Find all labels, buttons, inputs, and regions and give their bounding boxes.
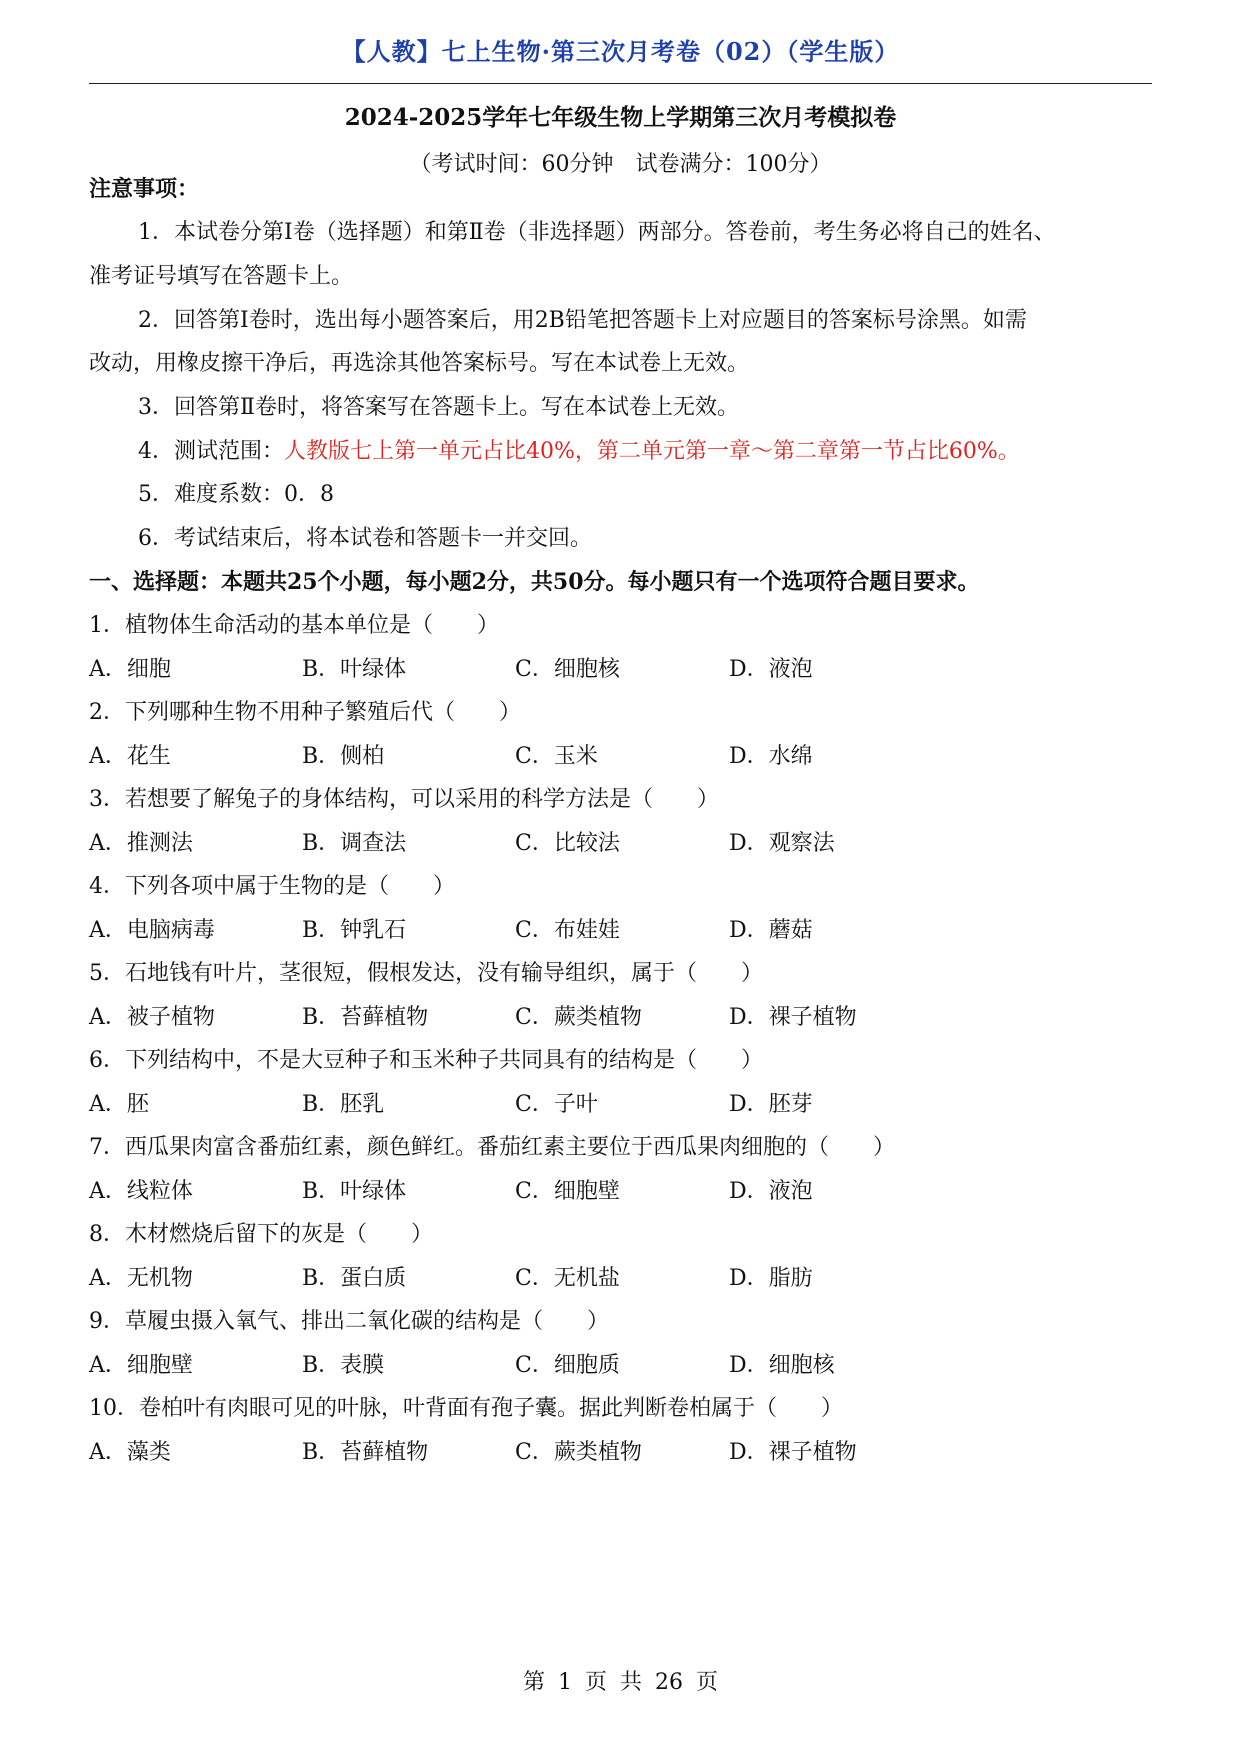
question-option: C．细胞核 [515,657,620,682]
question-option: A．推测法 [89,831,193,856]
question-option: C．子叶 [515,1092,598,1117]
question-option: D．蘑菇 [729,918,813,943]
section-heading: 一、选择题：本题共25个小题，每小题2分，共50分。每小题只有一个选项符合题目要求。 [89,569,980,595]
question-stem: 5．石地钱有叶片，茎很短，假根发达，没有输导组织，属于（ ） [89,961,763,986]
note-6: 6．考试结束后，将本试卷和答题卡一并交回。 [138,526,592,551]
question-option: B．蛋白质 [302,1266,407,1291]
question-stem: 1．植物体生命活动的基本单位是（ ） [89,613,499,638]
question-stem: 9．草履虫摄入氧气、排出二氧化碳的结构是（ ） [89,1309,609,1334]
question-option: A．藻类 [89,1440,171,1465]
question-option: A．细胞 [89,657,171,682]
question-option: B．钟乳石 [302,918,407,943]
question-option: D．裸子植物 [729,1005,857,1030]
question-option: C．蕨类植物 [515,1005,642,1030]
question-option: C．细胞质 [515,1353,620,1378]
question-option: A．花生 [89,744,171,769]
question-option: D．裸子植物 [729,1440,857,1465]
question-option: A．线粒体 [89,1179,193,1204]
question-option: A．细胞壁 [89,1353,193,1378]
header-divider [89,83,1152,84]
question-stem: 7．西瓜果肉富含番茄红素，颜色鲜红。番茄红素主要位于西瓜果肉细胞的（ ） [89,1135,895,1160]
page-footer: 第 1 页 共 26 页 [523,1670,718,1695]
question-option: C．布娃娃 [515,918,620,943]
question-option: D．水绵 [729,744,813,769]
question-option: A．无机物 [89,1266,193,1291]
note-1-line-1: 1．本试卷分第Ⅰ卷（选择题）和第Ⅱ卷（非选择题）两部分。答卷前，考生务必将自己的姓名、 [138,220,1056,245]
question-option: A．胚 [89,1092,149,1117]
note-2-line-1: 2．回答第Ⅰ卷时，选出每小题答案后，用2B铅笔把答题卡上对应题目的答案标号涂黑。如需 [138,308,1027,333]
question-stem: 6．下列结构中，不是大豆种子和玉米种子共同具有的结构是（ ） [89,1048,763,1073]
note-4-prefix: 4．测试范围： [138,439,284,464]
question-option: B．胚乳 [302,1092,385,1117]
question-option: C．无机盐 [515,1266,620,1291]
question-option: A．被子植物 [89,1005,215,1030]
question-option: C．蕨类植物 [515,1440,642,1465]
note-1-line-2: 准考证号填写在答题卡上。 [89,264,354,289]
question-stem: 8．木材燃烧后留下的灰是（ ） [89,1222,433,1247]
note-2-line-2: 改动，用橡皮擦干净后，再选涂其他答案标号。写在本试卷上无效。 [89,351,750,376]
question-stem: 4．下列各项中属于生物的是（ ） [89,874,455,899]
question-option: B．侧柏 [302,744,385,769]
question-option: D．脂肪 [729,1266,813,1291]
question-option: B．表膜 [302,1353,385,1378]
question-option: D．液泡 [729,657,813,682]
question-option: B．叶绿体 [302,657,407,682]
exam-title: 2024-2025学年七年级生物上学期第三次月考模拟卷 [344,104,897,131]
note-3: 3．回答第Ⅱ卷时，将答案写在答题卡上。写在本试卷上无效。 [138,395,739,420]
notes-heading: 注意事项： [89,176,200,202]
question-stem: 10．卷柏叶有肉眼可见的叶脉，叶背面有孢子囊。据此判断卷柏属于（ ） [89,1396,843,1421]
question-option: D．细胞核 [729,1353,835,1378]
question-option: B．叶绿体 [302,1179,407,1204]
exam-meta: （考试时间：60分钟 试卷满分：100分） [409,152,832,177]
question-option: B．苔藓植物 [302,1440,429,1465]
question-option: C．玉米 [515,744,598,769]
note-4-scope: 人教版七上第一单元占比40%，第二单元第一章～第二章第一节占比60%。 [284,439,1020,464]
question-option: D．胚芽 [729,1092,813,1117]
note-5: 5．难度系数：0．8 [138,482,334,507]
question-option: D．观察法 [729,831,835,856]
note-4 [138,437,1020,467]
question-stem: 3．若想要了解兔子的身体结构，可以采用的科学方法是（ ） [89,787,719,812]
question-option: A．电脑病毒 [89,918,215,943]
question-stem: 2．下列哪种生物不用种子繁殖后代（ ） [89,700,521,725]
question-option: C．比较法 [515,831,620,856]
question-option: D．液泡 [729,1179,813,1204]
running-header: 【人教】七上生物·第三次月考卷（02）（学生版） [341,37,900,66]
question-option: C．细胞壁 [515,1179,620,1204]
question-option: B．苔藓植物 [302,1005,429,1030]
question-option: B．调查法 [302,831,407,856]
